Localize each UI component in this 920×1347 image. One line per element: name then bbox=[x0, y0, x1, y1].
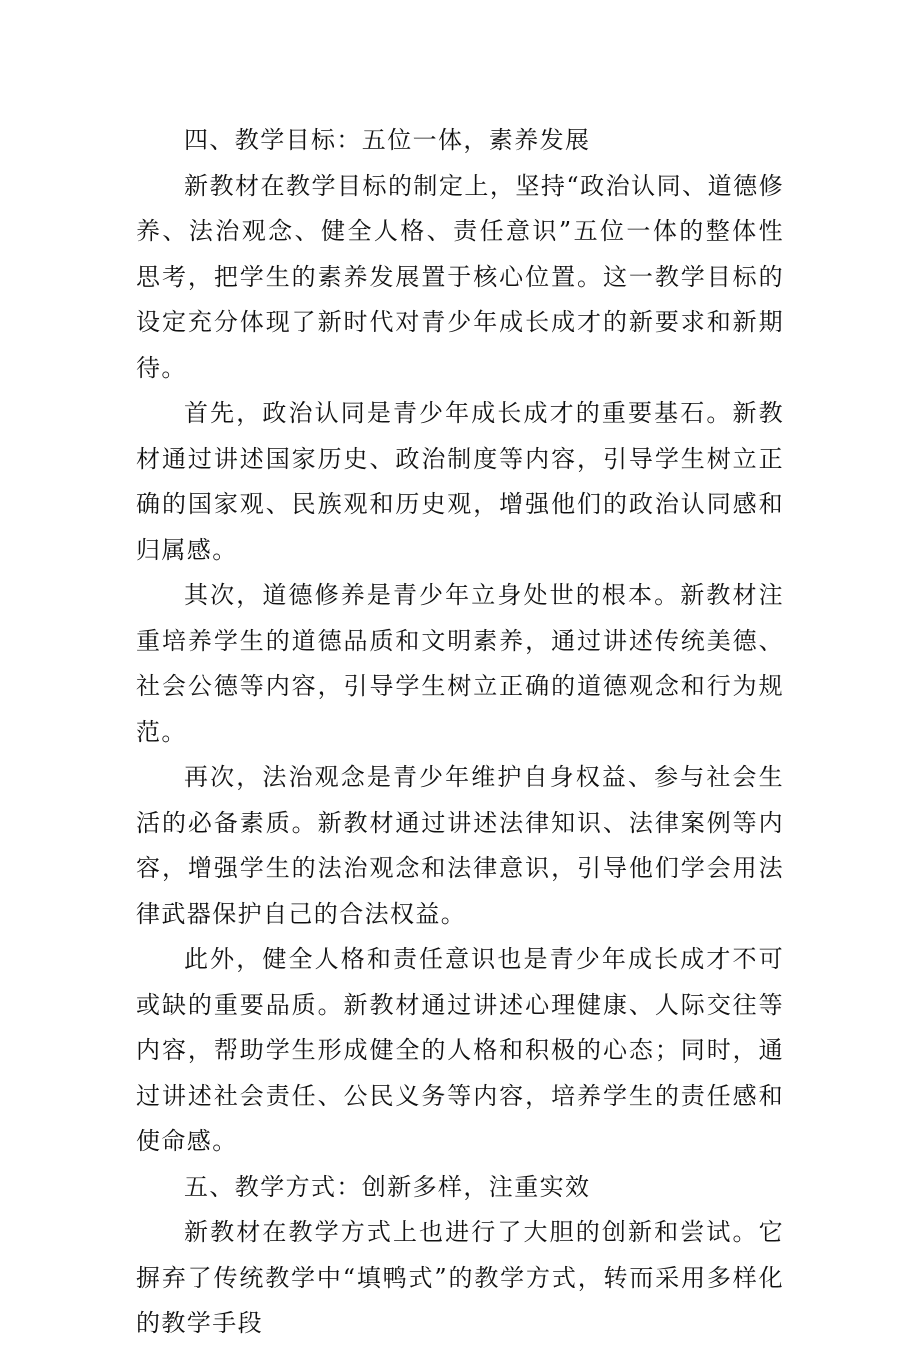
paragraph-moral-cultivation: 其次，道德修养是青少年立身处世的根本。新教材注重培养学生的道德品质和文明素养，通过讲述传统美德、社会公德等内容，引导学生树立正确的道德观念和行为规范。 bbox=[136, 581, 784, 746]
document-body bbox=[136, 118, 784, 1347]
section-heading-5: 五、教学方式：创新多样，注重实效 bbox=[184, 1172, 591, 1201]
paragraph-rule-of-law: 再次，法治观念是青少年维护自身权益、参与社会生活的必备素质。新教材通过讲述法律知识、法律案例等内容，增强学生的法治观念和法律意识，引导他们学会用法律武器保护自己的合法权益。 bbox=[136, 763, 784, 928]
paragraph-political-identity: 首先，政治认同是青少年成长成才的重要基石。新教材通过讲述国家历史、政治制度等内容，引导学生树立正确的国家观、民族观和历史观，增强他们的政治认同感和归属感。 bbox=[136, 399, 784, 564]
section-heading-4: 四、教学目标：五位一体，素养发展 bbox=[184, 126, 591, 154]
paragraph-personality-responsibility: 此外，健全人格和责任意识也是青少年成长成才不可或缺的重要品质。新教材通过讲述心理健康、人际交往等内容，帮助学生形成健全的人格和积极的心态；同时，通过讲述社会责任、公民义务等内容，培养学生的责任感和使命感。 bbox=[136, 945, 784, 1155]
paragraph-intro: 新教材在教学目标的制定上，坚持“政治认同、道德修养、法治观念、健全人格、责任意识”五位一体的整体性思考，把学生的素养发展置于核心位置。这一教学目标的设定充分体现了新时代对青少年成长成才的新要求和新期待。 bbox=[136, 171, 784, 382]
paragraph-teaching-methods: 新教材在教学方式上也进行了大胆的创新和尝试。它摒弃了传统教学中“填鸭式”的教学方式，转而采用多样化的教学手段 bbox=[136, 1218, 784, 1337]
